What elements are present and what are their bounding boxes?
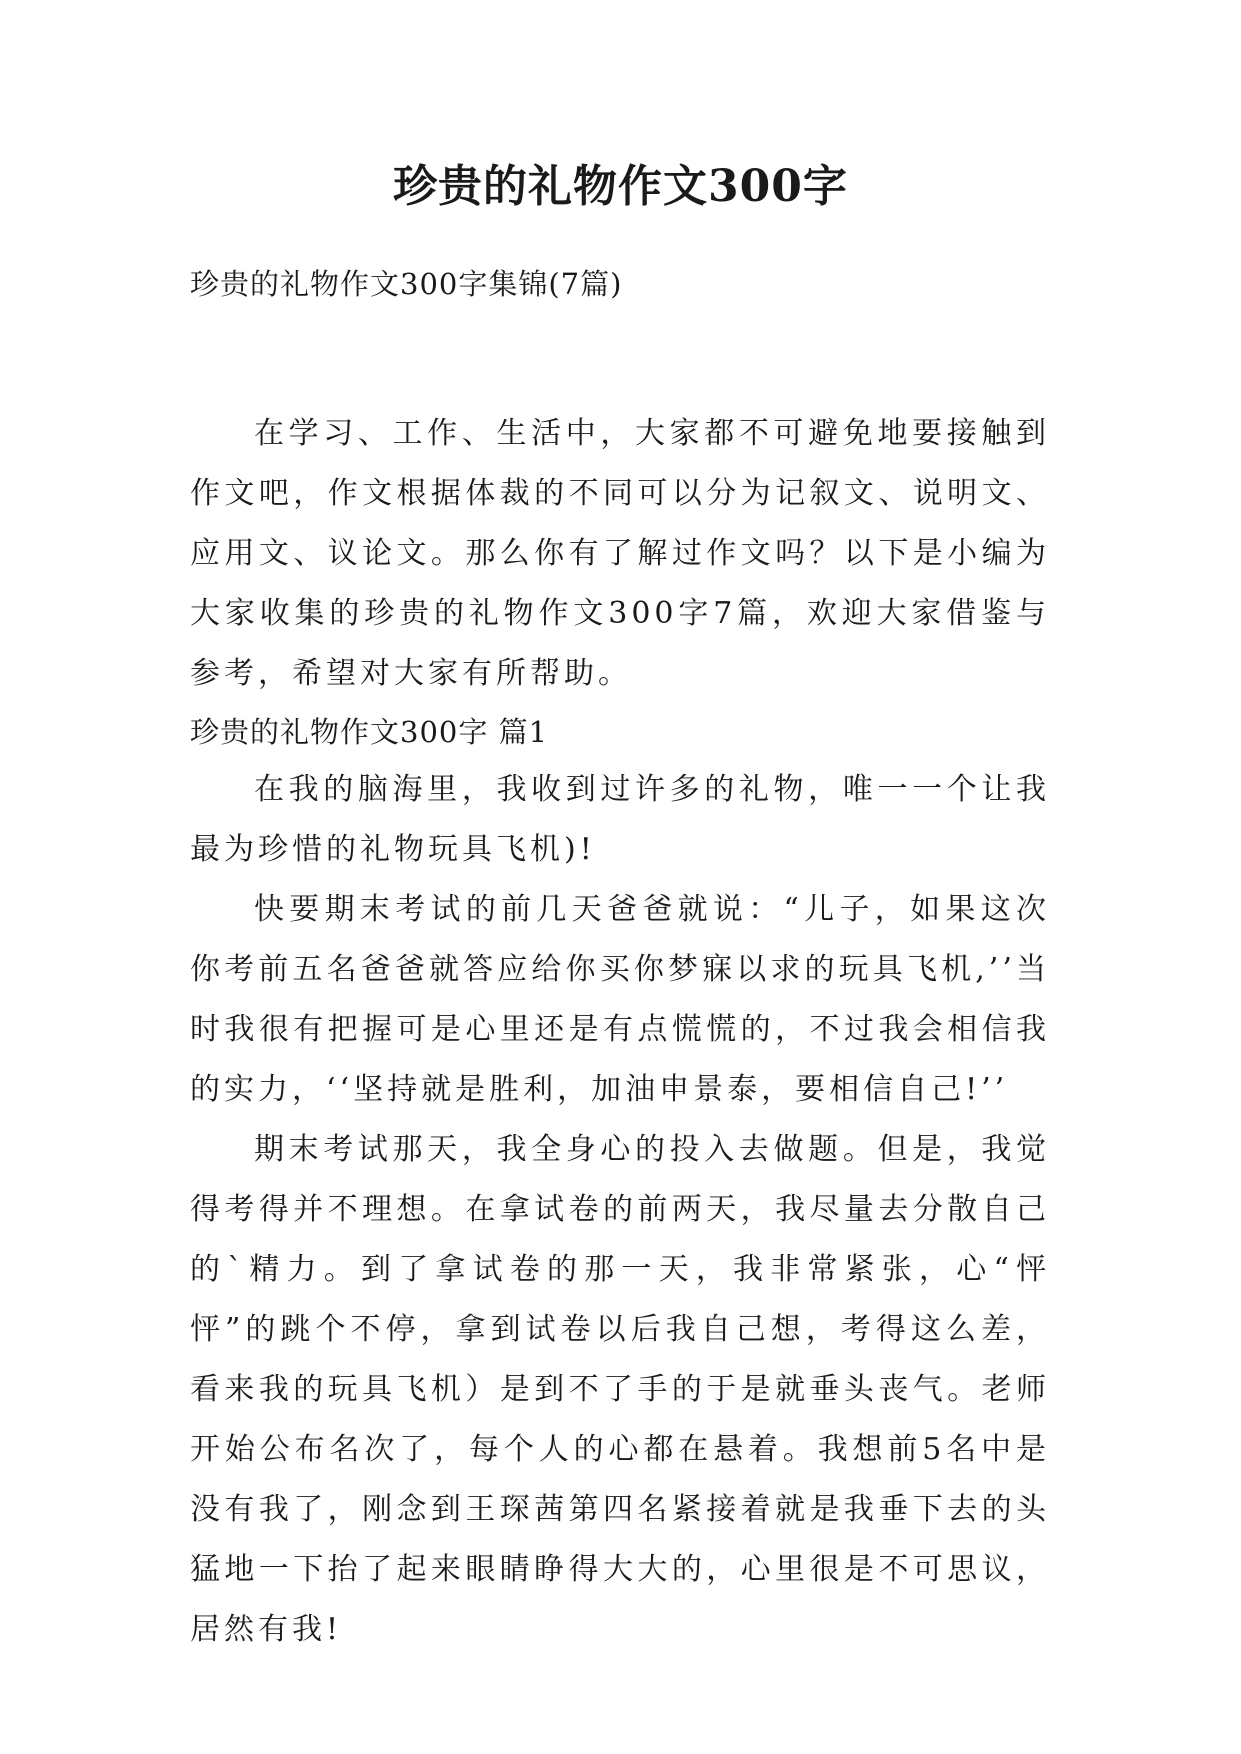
document-title: 珍贵的礼物作文300字	[393, 161, 848, 212]
intro-paragraph: 在学习、工作、生活中，大家都不可避免地要接触到作文吧，作文根据体裁的不同可以分为记叙文、说明文、应用文、议论文。那么你有了解过作文吗？以下是小编为大家收集的珍贵的礼物作文300字7篇，欢迎大家借鉴与参考，希望对大家有所帮助。	[190, 416, 1050, 691]
collection-title: 珍贵的礼物作文300字集锦(7篇)	[190, 267, 623, 301]
section-heading: 珍贵的礼物作文300字 篇1	[190, 715, 549, 749]
document-body	[190, 404, 1050, 1660]
body-paragraph: 在我的脑海里，我收到过许多的礼物，唯一一个让我最为珍惜的礼物玩具飞机)!	[190, 772, 1050, 867]
body-paragraph: 期末考试那天，我全身心的投入去做题。但是，我觉得考得并不理想。在拿试卷的前两天，我尽量去分散自己的`精力。到了拿试卷的那一天，我非常紧张，心“怦怦”的跳个不停，拿到试卷以后我自己想，考得这么差，看来我的玩具飞机）是到不了手的于是就垂头丧气。老师开始公布名次了，每个人的心都在悬着。我想前5名中是没有我了，刚念到王琛茜第四名紧接着就是我垂下去的头猛地一下抬了起来眼睛睁得大大的，心里很是不可思议，居然有我!	[190, 1132, 1050, 1647]
body-paragraph: 快要期末考试的前几天爸爸就说：“儿子，如果这次你考前五名爸爸就答应给你买你梦寐以求的玩具飞机,’’当时我很有把握可是心里还是有点慌慌的，不过我会相信我的实力，‘‘坚持就是胜利，加油申景泰，要相信自己!’’	[190, 892, 1050, 1107]
